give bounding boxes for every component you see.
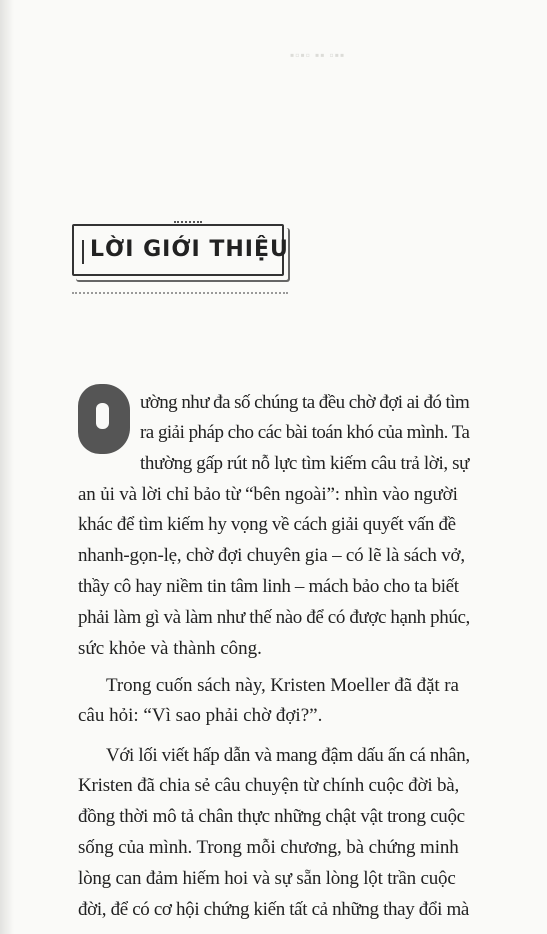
text-line: thầy cô hay niềm tin tâm linh – mách bảo cho ta biết	[78, 576, 459, 597]
chapter-title: LỜI GIỚI THIỆU	[90, 237, 289, 262]
page-gutter-shadow	[0, 0, 14, 934]
text-line: an ủi và lời chỉ bảo từ “bên ngoài”: nhìn vào người	[78, 484, 458, 505]
chapter-title-box	[72, 224, 289, 276]
text-line: phải làm gì và làm như thế nào để có được hạnh phúc,	[78, 607, 470, 628]
text-line: nhanh-gọn-lẹ, chờ đợi chuyên gia – có lẽ là sách vở,	[78, 545, 465, 566]
text-line: câu hỏi: “Vì sao phải chờ đợi?”.	[78, 705, 323, 726]
title-box-dash	[174, 221, 202, 227]
text-line: Với lối viết hấp dẫn và mang đậm dấu ấn cá nhân,	[106, 745, 470, 766]
text-line: sức khỏe và thành công.	[78, 638, 262, 659]
text-line: thường gấp rút nỗ lực tìm kiếm câu trả lời, sự	[140, 453, 470, 474]
text-line: đồng thời mô tả chân thực những chật vật trong cuộc	[78, 806, 465, 827]
dropcap-d	[78, 384, 130, 454]
text-line: ra giải pháp cho các bài toán khó của mình. Ta	[140, 422, 470, 443]
text-line: đời, để có cơ hội chứng kiến tất cả những thay đổi mà	[78, 899, 469, 920]
text-line: Kristen đã chia sẻ câu chuyện từ chính cuộc đời bà,	[78, 775, 460, 796]
title-box-tick	[82, 240, 84, 264]
show-through-header: ▪▫▪▫ ▪▪ ▫▪▪	[290, 48, 346, 62]
text-line: sống của mình. Trong mỗi chương, bà chứng minh	[78, 837, 459, 858]
text-line: Trong cuốn sách này, Kristen Moeller đã đặt ra	[106, 675, 459, 696]
title-underline	[72, 292, 288, 297]
text-line: lòng can đảm hiếm hoi và sự sẵn lòng lột trần cuộc	[78, 868, 456, 889]
text-line: ường như đa số chúng ta đều chờ đợi ai đó tìm	[140, 392, 470, 413]
dropcap-counter	[96, 403, 109, 429]
text-line: khác để tìm kiếm hy vọng về cách giải quyết vấn đề	[78, 514, 456, 535]
